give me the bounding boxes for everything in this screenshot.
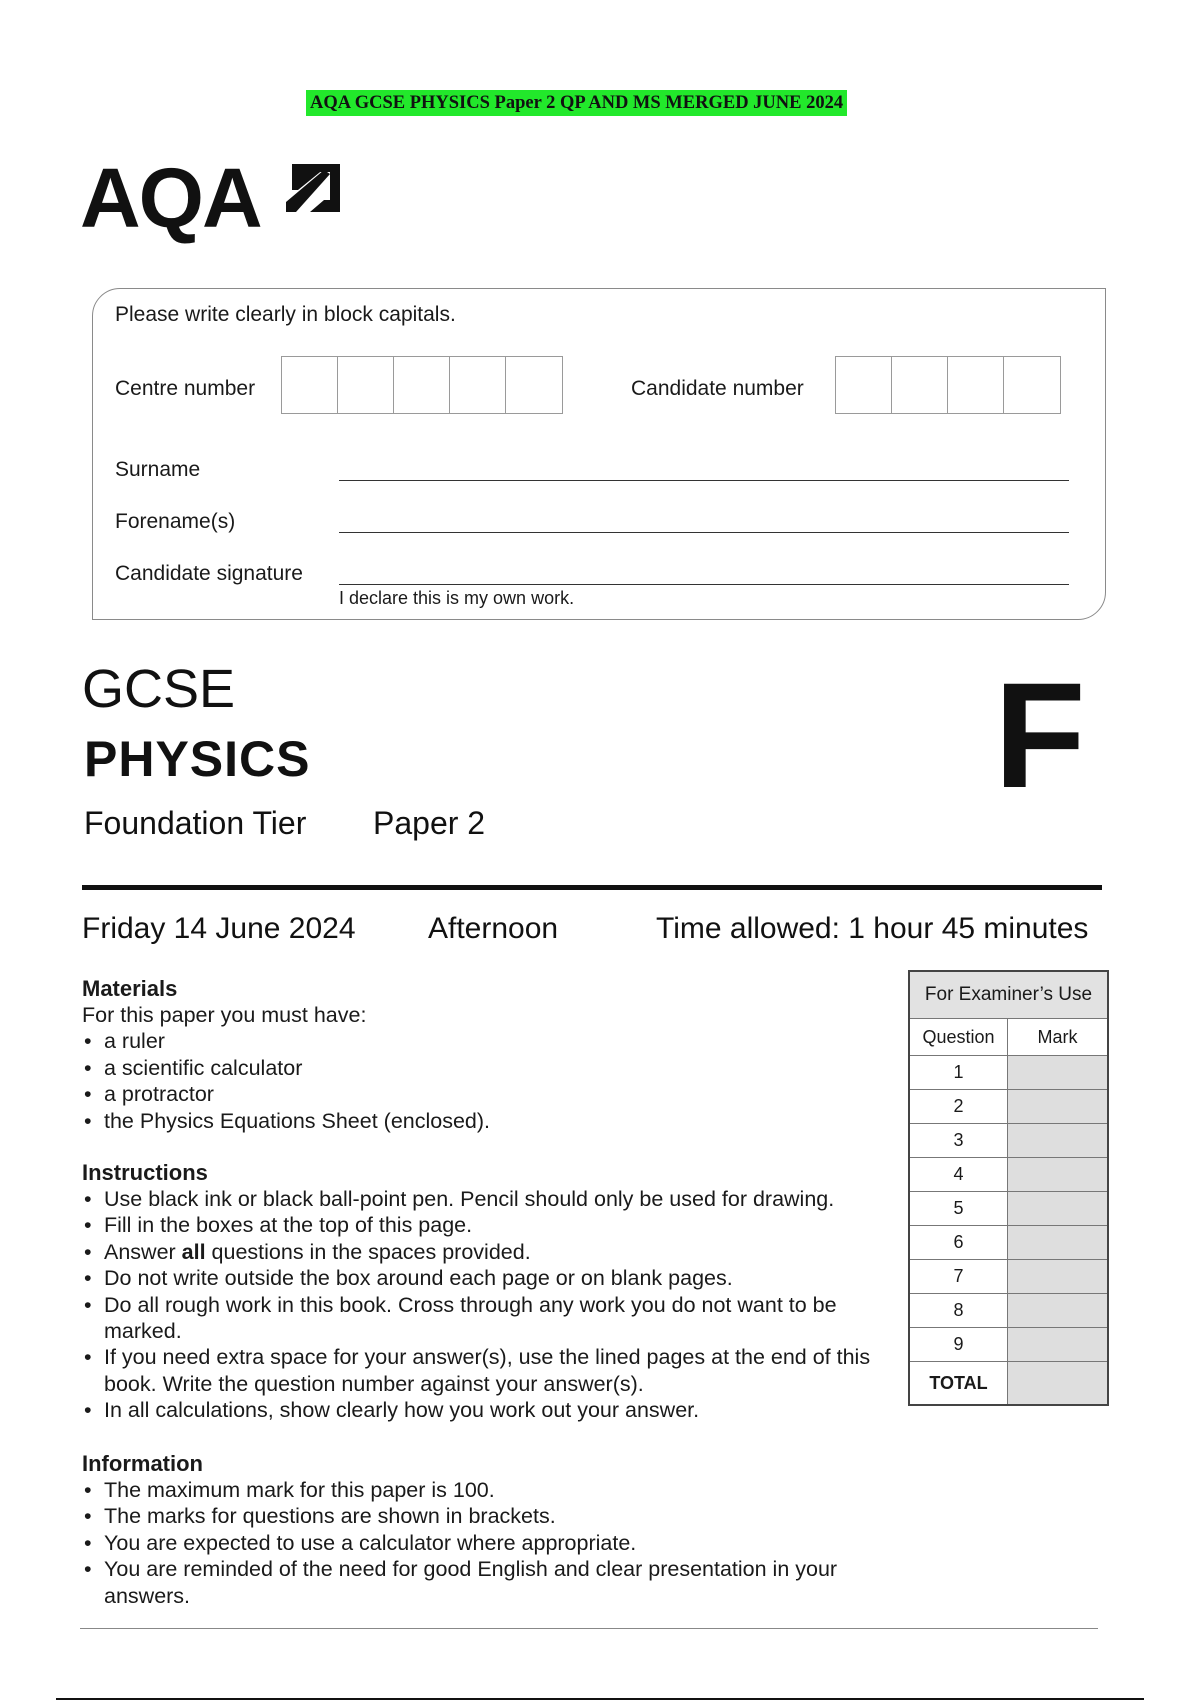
logo-text: AQA	[80, 151, 261, 245]
mark-cell	[1008, 1090, 1109, 1124]
declaration-text: I declare this is my own work.	[339, 588, 575, 608]
list-item-emphasis: all	[181, 1239, 206, 1264]
document-banner: AQA GCSE PHYSICS Paper 2 QP AND MS MERGED JUNE 2024	[306, 90, 847, 116]
question-number: 1	[909, 1056, 1008, 1090]
surname-label: Surname	[115, 458, 201, 481]
question-number: 5	[909, 1192, 1008, 1226]
centre-number-digit[interactable]	[394, 357, 450, 413]
instructions-heading: Instructions	[82, 1160, 208, 1185]
candidate-number-digit[interactable]	[892, 357, 948, 413]
surname-line[interactable]	[339, 480, 1069, 481]
list-item: • Do all rough work in this book. Cross through any work you do not want to be marked.	[82, 1292, 872, 1345]
candidate-number-digit[interactable]	[948, 357, 1004, 413]
subject-title: PHYSICS	[84, 731, 311, 787]
examiner-table-title: For Examiner’s Use	[909, 971, 1108, 1019]
exam-session: Afternoon	[428, 912, 559, 945]
candidate-details-box	[92, 288, 1106, 620]
list-item: • a ruler	[82, 1028, 872, 1054]
qualification-title: GCSE	[82, 659, 236, 719]
centre-number-boxes[interactable]	[281, 356, 563, 414]
list-item-text: Answer	[104, 1239, 182, 1264]
question-number: 9	[909, 1328, 1008, 1362]
signature-line[interactable]	[339, 584, 1069, 585]
block-capitals-instruction: Please write clearly in block capitals.	[115, 303, 456, 326]
examiner-use-table	[908, 970, 1109, 1406]
list-item: • The maximum mark for this paper is 100.	[82, 1477, 872, 1503]
mark-cell	[1008, 1328, 1109, 1362]
list-item: • In all calculations, show clearly how you work out your answer.	[82, 1397, 872, 1423]
centre-number-digit[interactable]	[450, 357, 506, 413]
mark-cell	[1008, 1192, 1109, 1226]
aqa-logo-mark-icon	[284, 162, 342, 220]
time-allowed: Time allowed: 1 hour 45 minutes	[656, 912, 1089, 945]
candidate-number-label: Candidate number	[631, 377, 804, 400]
materials-section	[82, 976, 872, 1134]
footer-divider	[80, 1628, 1098, 1629]
list-item: • the Physics Equations Sheet (enclosed).	[82, 1108, 872, 1134]
question-number: 7	[909, 1260, 1008, 1294]
list-item: • You are reminded of the need for good English and clear presentation in your answers.	[82, 1556, 872, 1609]
mark-cell	[1008, 1124, 1109, 1158]
question-number: 3	[909, 1124, 1008, 1158]
centre-number-digit[interactable]	[338, 357, 394, 413]
candidate-number-digit[interactable]	[1004, 357, 1060, 413]
centre-number-label: Centre number	[115, 377, 256, 400]
divider	[82, 885, 1102, 890]
question-number: 6	[909, 1226, 1008, 1260]
mark-cell	[1008, 1294, 1109, 1328]
question-number: 8	[909, 1294, 1008, 1328]
list-item: • The marks for questions are shown in brackets.	[82, 1503, 872, 1529]
question-number: 2	[909, 1090, 1008, 1124]
forenames-line[interactable]	[339, 532, 1069, 533]
total-label: TOTAL	[909, 1362, 1008, 1406]
materials-intro: For this paper you must have:	[82, 1003, 367, 1027]
centre-number-digit[interactable]	[506, 357, 562, 413]
question-number: 4	[909, 1158, 1008, 1192]
list-item: • Use black ink or black ball-point pen. Pencil should only be used for drawing.	[82, 1186, 872, 1212]
mark-cell	[1008, 1260, 1109, 1294]
list-item-text: questions in the spaces provided.	[205, 1239, 531, 1264]
list-item: • Fill in the boxes at the top of this page.	[82, 1212, 872, 1238]
mark-cell	[1008, 1226, 1109, 1260]
tier-label: Foundation Tier	[84, 805, 307, 841]
forenames-label: Forename(s)	[115, 510, 236, 533]
mark-cell	[1008, 1056, 1109, 1090]
materials-heading: Materials	[82, 976, 178, 1001]
information-heading: Information	[82, 1451, 203, 1476]
information-section	[82, 1451, 872, 1609]
centre-number-digit[interactable]	[282, 357, 338, 413]
materials-list	[82, 1028, 872, 1134]
candidate-number-boxes[interactable]	[835, 356, 1061, 414]
list-item: • a protractor	[82, 1081, 872, 1107]
list-item: • If you need extra space for your answer(s), use the lined pages at the end of this book. Write the question number against your answer(s).	[82, 1344, 872, 1397]
exam-date: Friday 14 June 2024	[82, 912, 356, 945]
candidate-number-digit[interactable]	[836, 357, 892, 413]
information-list	[82, 1477, 872, 1609]
mark-cell	[1008, 1158, 1109, 1192]
list-item	[82, 1239, 872, 1265]
list-item: • Do not write outside the box around each page or on blank pages.	[82, 1265, 872, 1291]
instructions-list	[82, 1186, 872, 1424]
aqa-logo	[80, 151, 261, 245]
total-mark-cell	[1008, 1362, 1109, 1406]
tier-letter: F	[994, 651, 1086, 819]
list-item: • You are expected to use a calculator where appropriate.	[82, 1530, 872, 1556]
signature-label: Candidate signature	[115, 562, 303, 585]
mark-column-header: Mark	[1008, 1019, 1109, 1056]
paper-label: Paper 2	[373, 805, 486, 841]
list-item: • a scientific calculator	[82, 1055, 872, 1081]
question-column-header: Question	[909, 1019, 1008, 1056]
instructions-section	[82, 1160, 872, 1424]
